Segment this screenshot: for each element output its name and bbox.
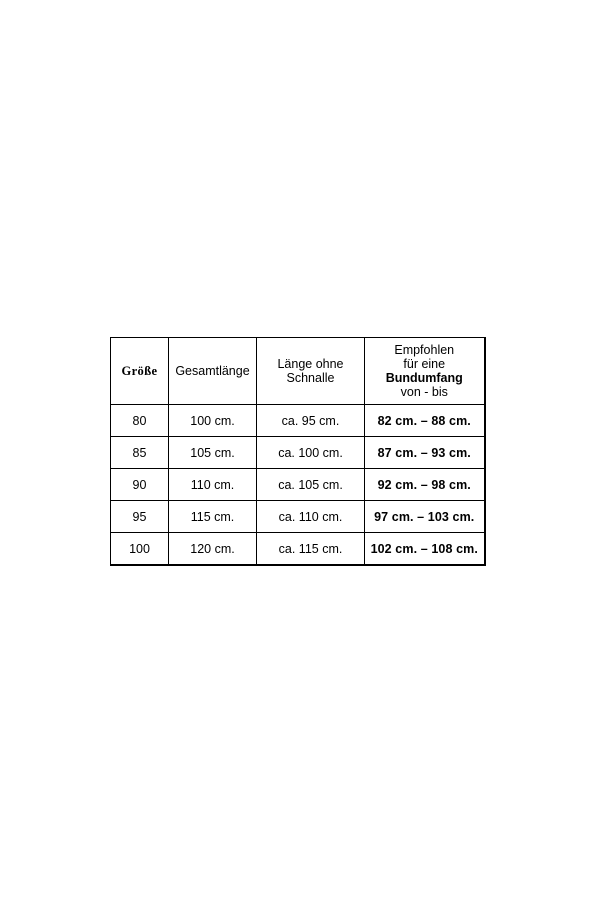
- table-row: [111, 533, 485, 566]
- header-total-length: Gesamtlänge: [169, 338, 257, 405]
- header-recommended-waist: [365, 338, 485, 405]
- header-recommended-line3: Bundumfang: [385, 371, 463, 385]
- cell-size: 100: [111, 533, 169, 566]
- header-length-without-buckle-line2: Schnalle: [286, 371, 335, 385]
- cell-waist-range: 87 cm. – 93 cm.: [365, 437, 485, 469]
- cell-size: 90: [111, 469, 169, 501]
- header-recommended-line1: Empfohlen: [394, 343, 455, 357]
- cell-length-without-buckle: ca. 95 cm.: [257, 405, 365, 437]
- cell-waist-range: 97 cm. – 103 cm.: [365, 501, 485, 533]
- cell-size: 85: [111, 437, 169, 469]
- header-recommended-line4: von - bis: [400, 385, 448, 399]
- cell-waist-range: 92 cm. – 98 cm.: [365, 469, 485, 501]
- cell-length-without-buckle: ca. 105 cm.: [257, 469, 365, 501]
- cell-waist-range: 82 cm. – 88 cm.: [365, 405, 485, 437]
- header-size: Größe: [111, 338, 169, 405]
- table-row: [111, 469, 485, 501]
- cell-total-length: 120 cm.: [169, 533, 257, 566]
- table-row: [111, 405, 485, 437]
- cell-waist-range: 102 cm. – 108 cm.: [365, 533, 485, 566]
- table-row: [111, 437, 485, 469]
- cell-length-without-buckle: ca. 115 cm.: [257, 533, 365, 566]
- cell-length-without-buckle: ca. 100 cm.: [257, 437, 365, 469]
- cell-total-length: 105 cm.: [169, 437, 257, 469]
- cell-size: 95: [111, 501, 169, 533]
- table-row: [111, 501, 485, 533]
- header-length-without-buckle: [257, 338, 365, 405]
- cell-total-length: 110 cm.: [169, 469, 257, 501]
- table-header-row: [111, 338, 485, 405]
- cell-total-length: 115 cm.: [169, 501, 257, 533]
- size-chart-table: [110, 337, 486, 566]
- header-length-without-buckle-line1: Länge ohne: [277, 357, 344, 371]
- cell-total-length: 100 cm.: [169, 405, 257, 437]
- cell-size: 80: [111, 405, 169, 437]
- size-chart-container: [110, 337, 484, 566]
- cell-length-without-buckle: ca. 110 cm.: [257, 501, 365, 533]
- header-recommended-line2: für eine: [403, 357, 446, 371]
